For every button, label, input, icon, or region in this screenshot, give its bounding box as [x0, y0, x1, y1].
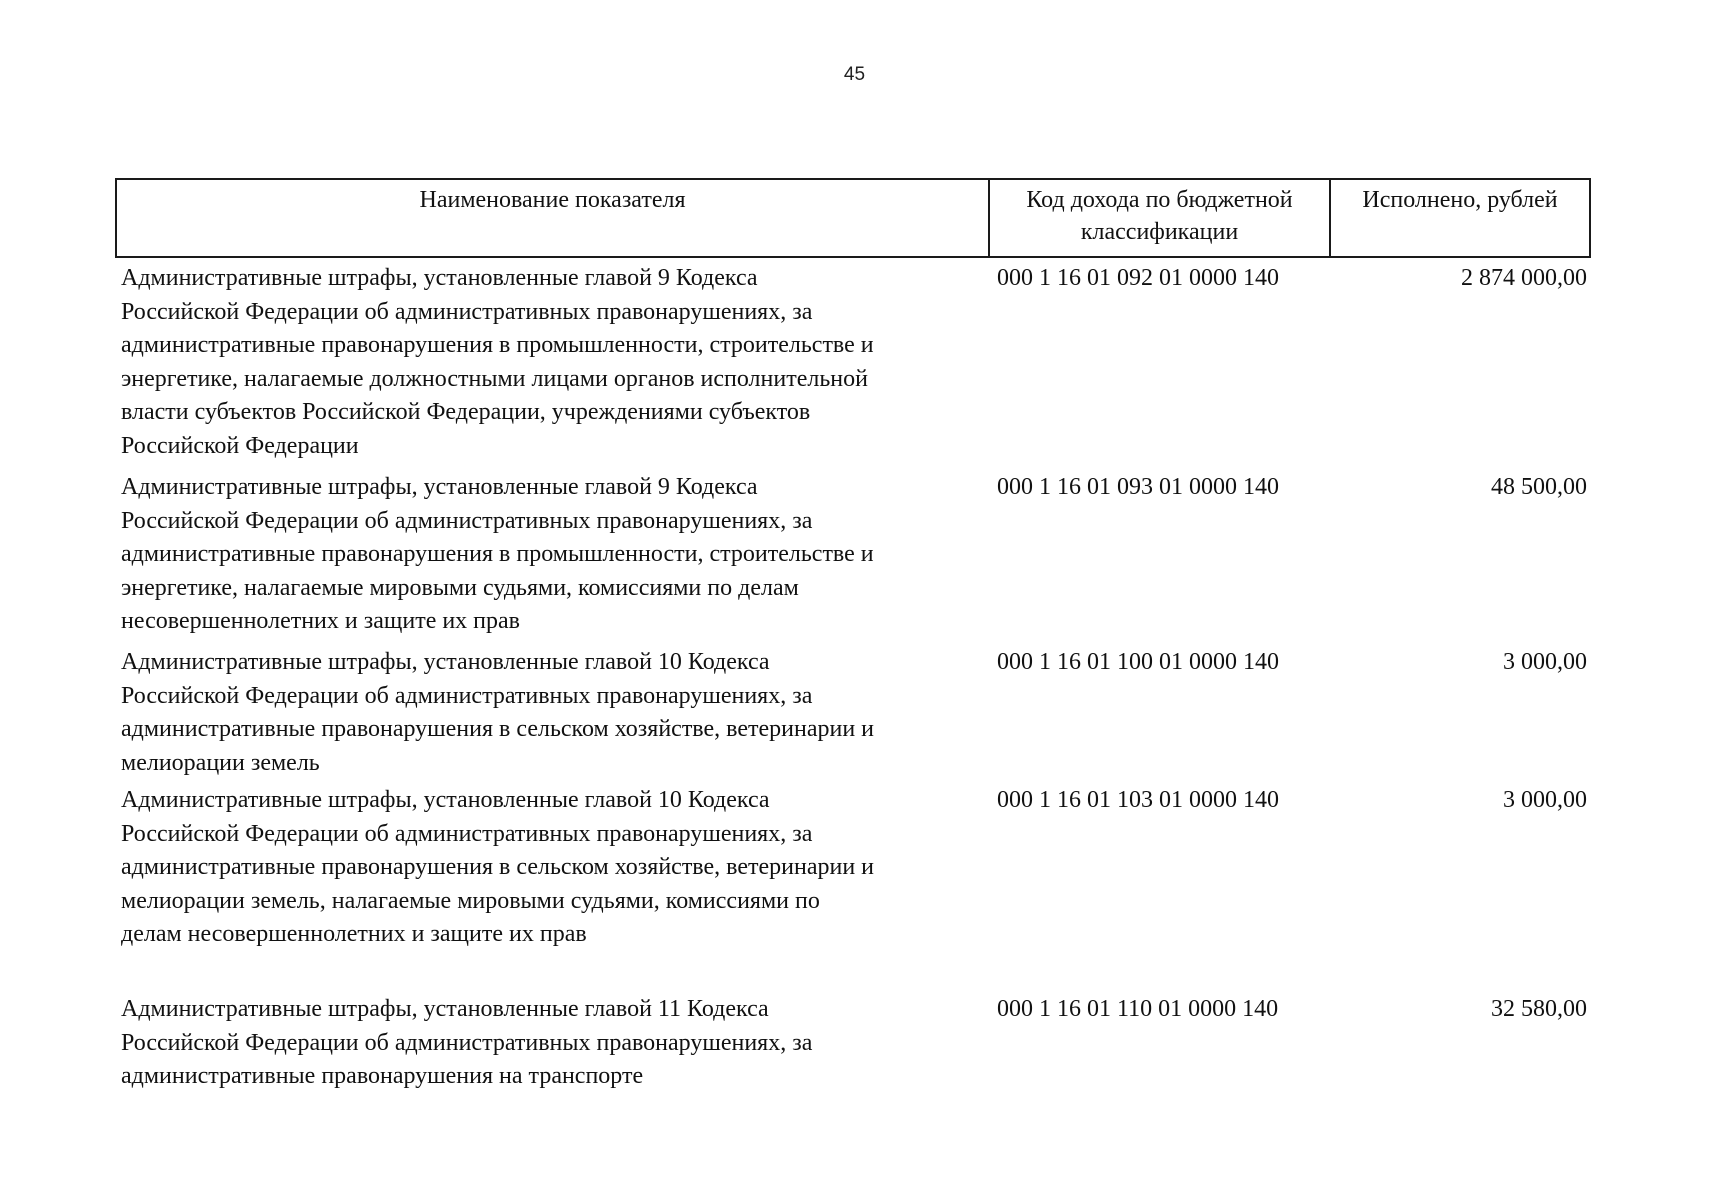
row-name-line: мелиорации земель — [121, 749, 320, 776]
row-code: 000 1 16 01 092 01 0000 140 — [997, 265, 1279, 291]
row-name-line: Российской Федерации об административных правонарушениях, за — [121, 298, 813, 325]
row-name — [121, 262, 991, 463]
row-name-line: административные правонарушения в промышленности, строительстве и — [121, 541, 874, 567]
header-name — [117, 180, 990, 256]
row-code: 000 1 16 01 093 01 0000 140 — [997, 474, 1279, 500]
row-name-line: энергетике, налагаемые мировыми судьями, комиссиями по делам — [121, 574, 799, 601]
row-sum: 2 874 000,00 — [1461, 265, 1587, 291]
row-name-line: административные правонарушения в промышленности, строительстве и — [121, 332, 874, 358]
row-name-line: Административные штрафы, установленные главой 10 Кодекса — [121, 787, 770, 813]
row-code: 000 1 16 01 100 01 0000 140 — [997, 649, 1279, 675]
row-name-line: Российской Федерации об административных правонарушениях, за — [121, 682, 813, 709]
row-name — [121, 471, 991, 639]
row-sum: 3 000,00 — [1503, 649, 1587, 675]
header-sum — [1331, 180, 1589, 256]
header-sum-label: Исполнено, рублей — [1362, 187, 1558, 213]
header-name-label: Наименование показателя — [419, 187, 686, 213]
row-name — [121, 784, 991, 952]
row-name-line: административные правонарушения в сельском хозяйстве, ветеринарии и — [121, 716, 874, 742]
header-code — [990, 180, 1331, 256]
row-name-line: делам несовершеннолетних и защите их прав — [121, 921, 587, 947]
row-code: 000 1 16 01 103 01 0000 140 — [997, 787, 1279, 813]
row-name-line: Административные штрафы, установленные главой 9 Кодекса — [121, 265, 758, 291]
row-name-line: Российской Федерации — [121, 432, 359, 459]
page-number: 45 — [843, 64, 866, 85]
header-code-label-line2: классификации — [1080, 219, 1239, 245]
row-name-line: Административные штрафы, установленные главой 11 Кодекса — [121, 996, 769, 1022]
row-name-line: власти субъектов Российской Федерации, учреждениями субъектов — [121, 399, 811, 425]
row-name-line: Российской Федерации об административных правонарушениях, за — [121, 1029, 813, 1056]
row-name-line: мелиорации земель, налагаемые мировыми судьями, комиссиями по — [121, 887, 820, 914]
row-name-line: Российской Федерации об административных правонарушениях, за — [121, 507, 813, 534]
row-name — [121, 993, 991, 1094]
table-header — [115, 178, 1591, 258]
row-code: 000 1 16 01 110 01 0000 140 — [997, 996, 1279, 1022]
row-name-line: административные правонарушения на транспорте — [121, 1063, 644, 1089]
row-name-line: несовершеннолетних и защите их прав — [121, 608, 521, 634]
row-sum: 32 580,00 — [1491, 996, 1587, 1022]
row-name — [121, 646, 991, 780]
row-name-line: Административные штрафы, установленные главой 10 Кодекса — [121, 649, 770, 675]
row-sum: 3 000,00 — [1503, 787, 1587, 813]
row-sum: 48 500,00 — [1491, 474, 1587, 500]
row-name-line: административные правонарушения в сельском хозяйстве, ветеринарии и — [121, 854, 874, 880]
row-name-line: Российской Федерации об административных правонарушениях, за — [121, 820, 813, 847]
header-code-label-line1: Код дохода по бюджетной — [1026, 187, 1293, 213]
row-name-line: Административные штрафы, установленные главой 9 Кодекса — [121, 474, 758, 500]
row-name-line: энергетике, налагаемые должностными лицами органов исполнительной — [121, 365, 868, 392]
